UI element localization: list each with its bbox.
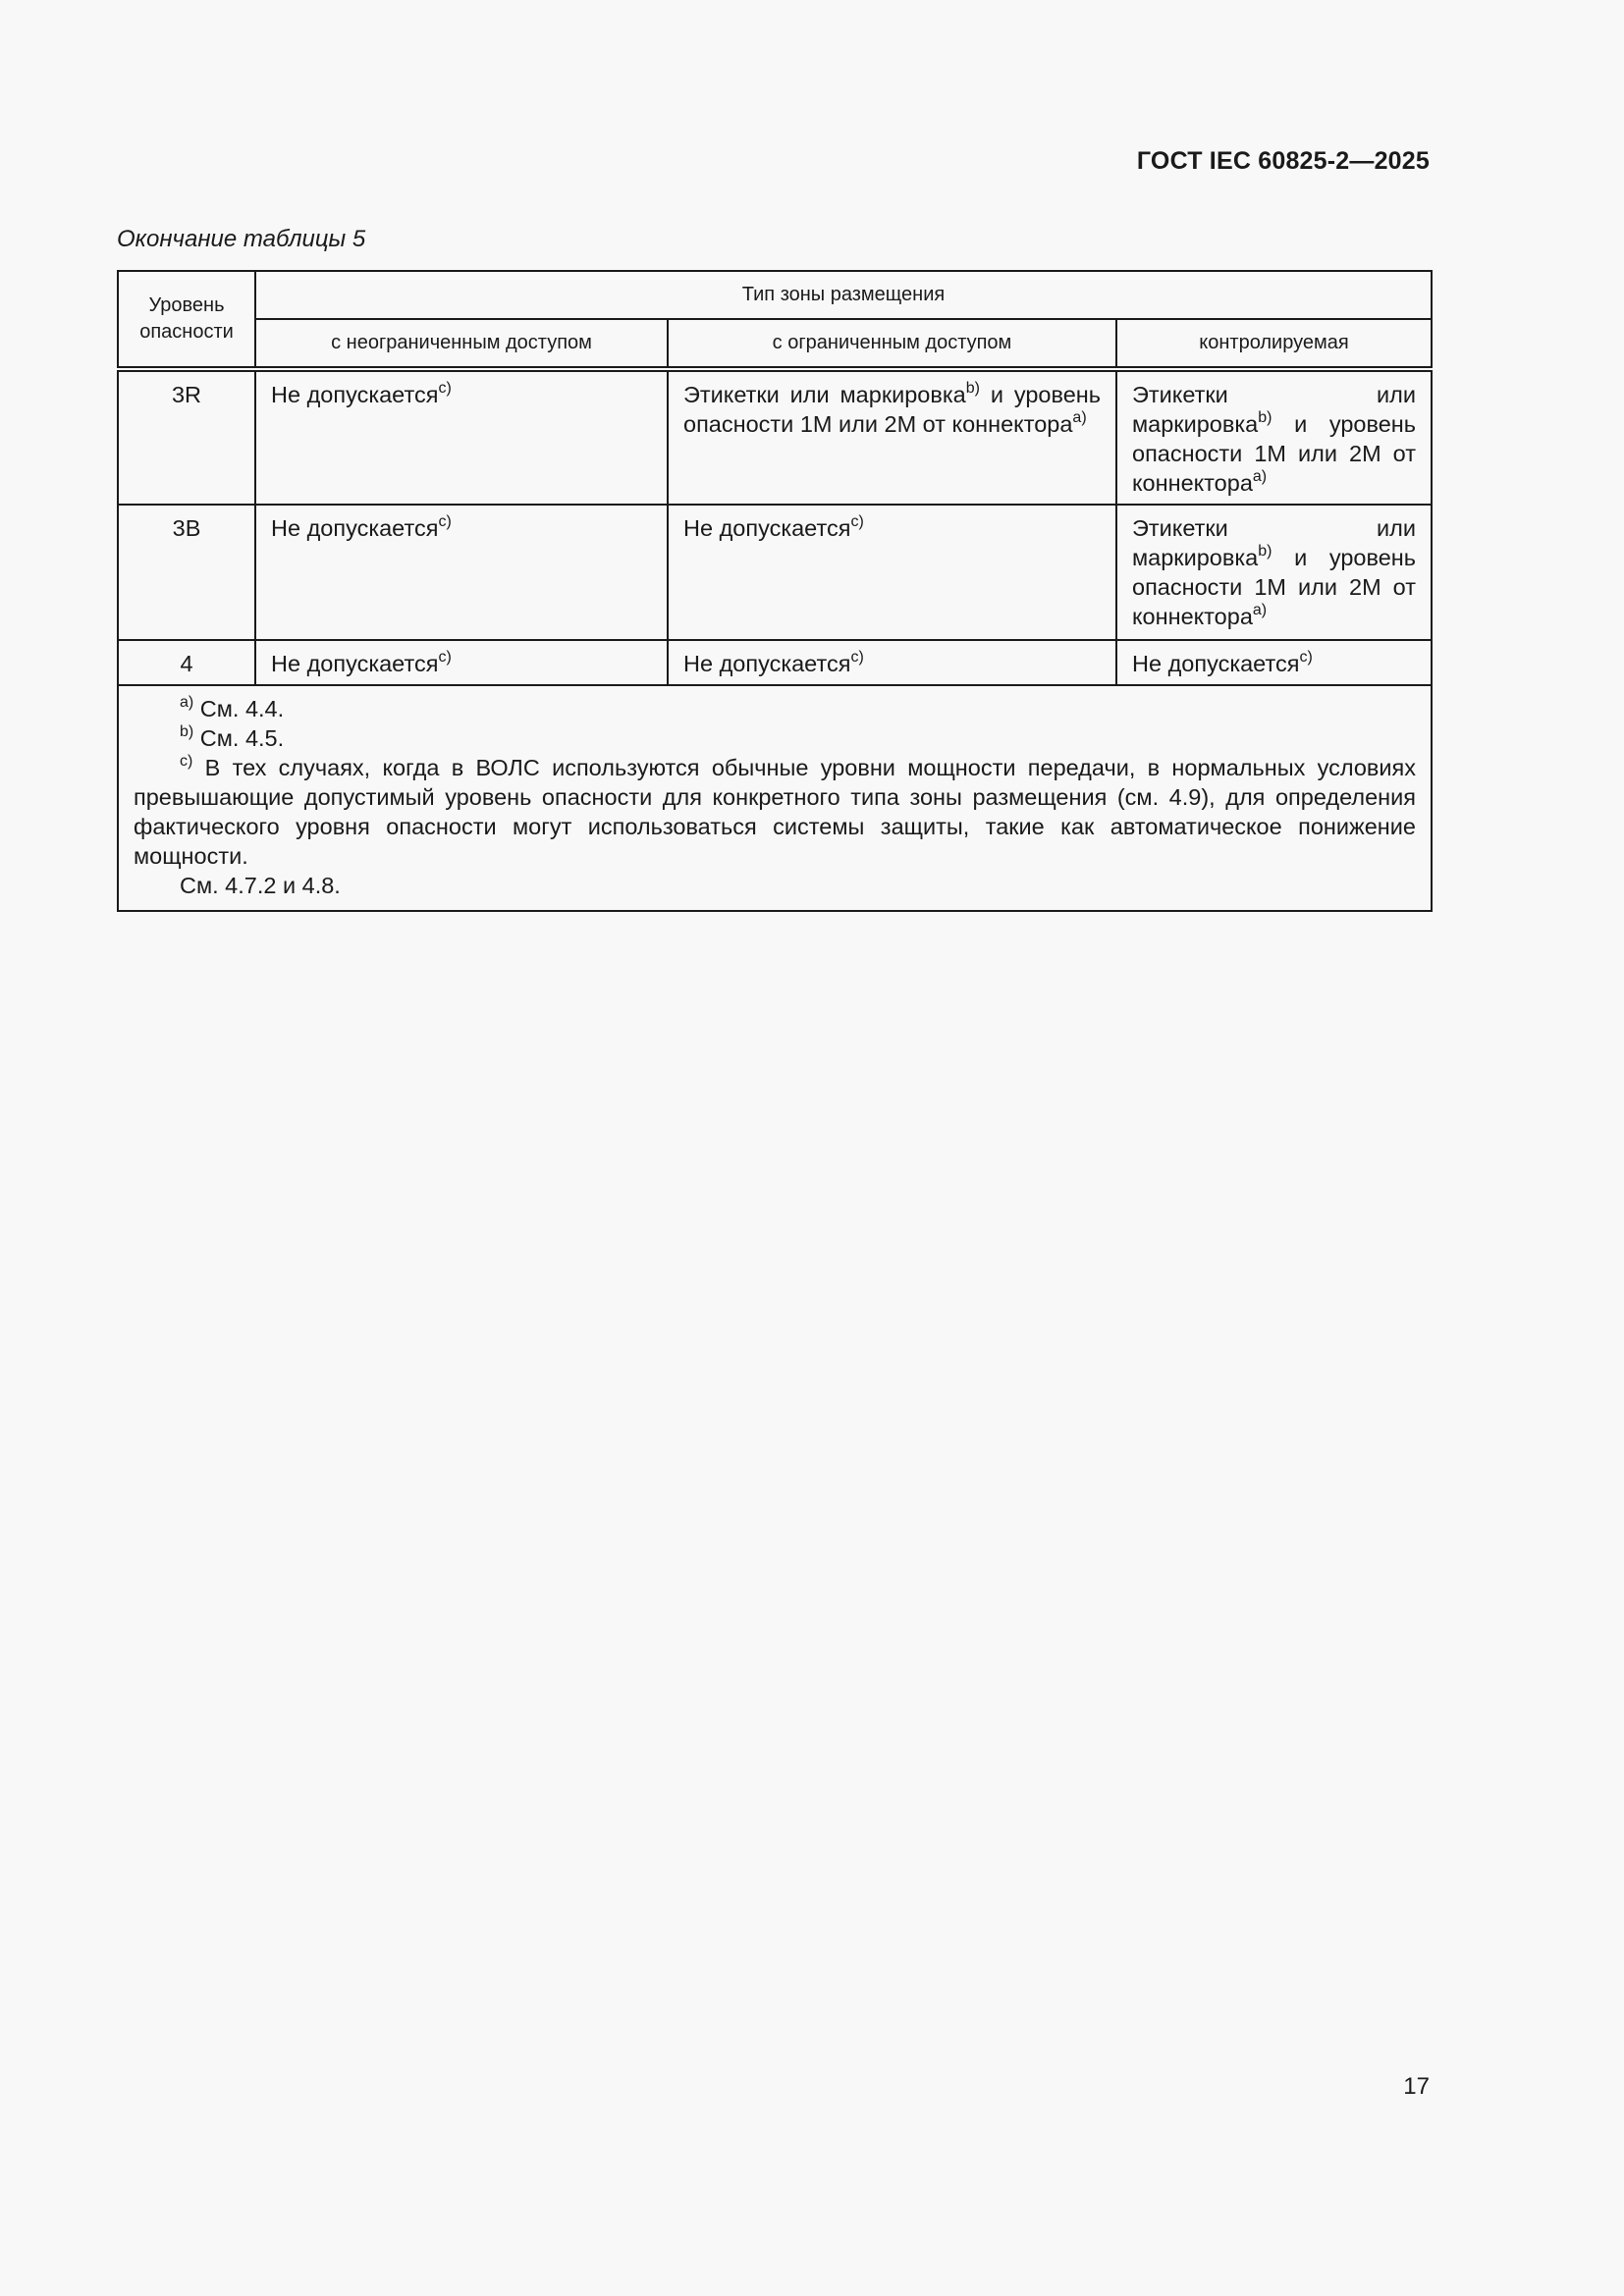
header-unrestricted: с неограниченным доступом (255, 319, 668, 369)
table-row (118, 369, 1432, 505)
cell-controlled: Этикетки или маркировка$^{b)}$ и уровень опасности 1М или 2М от коннектора$^{a)}$ (1116, 505, 1432, 640)
footnote-ref: c) (850, 513, 864, 531)
cell-level: 3R (118, 369, 255, 505)
hazard-level-table (117, 270, 1433, 912)
header-restricted: с ограниченным доступом (668, 319, 1116, 369)
table-caption: Окончание таблицы 5 (117, 226, 366, 252)
cell-restricted: Этикетки или маркировка$^{b)}$ и уровень опасности 1М или 2М от коннектора$^{a)}$ (668, 369, 1116, 505)
header-hazard-level: Уровень опасности (118, 271, 255, 369)
cell-unrestricted: Не допускается$^{c)}$ (255, 505, 668, 640)
footnote-ref: c) (438, 649, 452, 667)
reference-note: См. 4.7.2 и 4.8. (180, 873, 341, 898)
table-row (118, 505, 1432, 640)
footnote-ref: a) (1252, 602, 1268, 619)
table-notes (118, 685, 1432, 911)
footnote-ref: c) (1299, 649, 1313, 667)
table-notes-row (118, 685, 1432, 911)
footnote-ref: b) (1258, 543, 1272, 561)
cell-restricted: Не допускается$^{c)}$ (668, 640, 1116, 685)
footnote-ref: c) (438, 513, 452, 531)
footnote-ref: c) (438, 380, 452, 398)
footnote-ref: b) (965, 380, 980, 398)
footnote-ref: c) (850, 649, 864, 667)
cell-restricted: Не допускается$^{c)}$ (668, 505, 1116, 640)
cell-level: 4 (118, 640, 255, 685)
footnote-ref: b) (1258, 409, 1272, 427)
header-zone-type: Тип зоны размещения (255, 271, 1432, 319)
cell-level: 3B (118, 505, 255, 640)
page-number: 17 (1403, 2073, 1430, 2100)
document-code: ГОСТ IEC 60825-2—2025 (1136, 147, 1430, 175)
cell-unrestricted: Не допускается$^{c)}$ (255, 640, 668, 685)
cell-controlled: Не допускается$^{c)}$ (1116, 640, 1432, 685)
cell-unrestricted: Не допускается$^{c)}$ (255, 369, 668, 505)
footnote-c: $^{c)}$ В тех случаях, когда в ВОЛС используются обычные уровни мощности передачи, в нормальных условиях превышающие допустимый уровень опасности для конкретного типа зоны размещения (см. 4.9), для определения фактического уровня опасности могут использоваться системы защиты, такие как автоматическое понижение мощности. (134, 753, 1416, 869)
table-row (118, 640, 1432, 685)
header-controlled: контролируемая (1116, 319, 1432, 369)
footnote-ref: a) (1072, 409, 1087, 427)
footnote-b: $^{b)}$ См. 4.5. (180, 723, 285, 751)
footnote-a: $^{a)}$ См. 4.4. (180, 694, 285, 721)
cell-controlled: Этикетки или маркировка$^{b)}$ и уровень опасности 1М или 2М от коннектора$^{a)}$ (1116, 369, 1432, 505)
footnote-ref: a) (1252, 468, 1268, 486)
